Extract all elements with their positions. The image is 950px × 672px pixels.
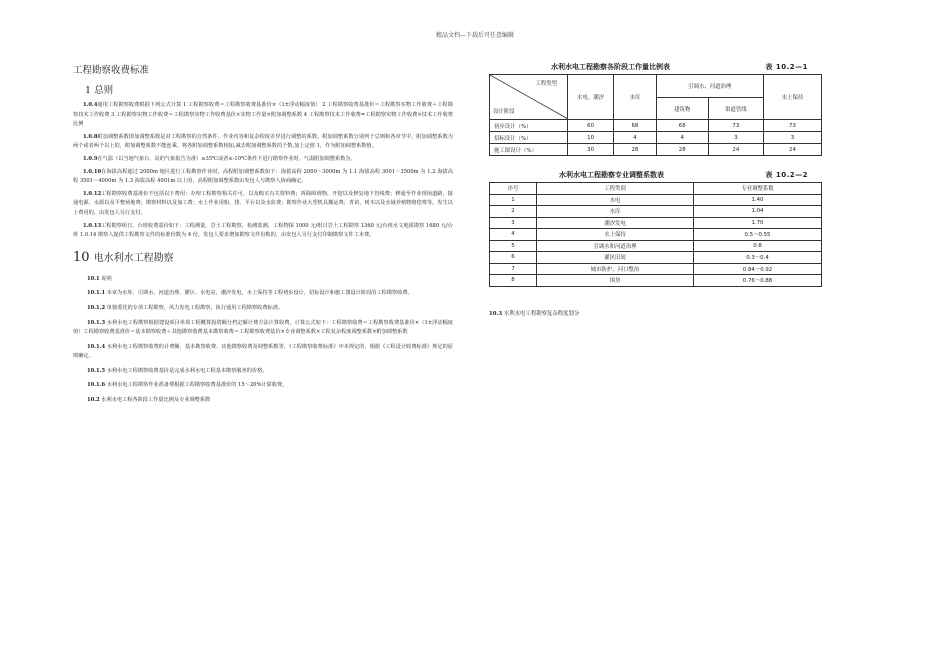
col-soil: 水土保持: [763, 75, 821, 120]
table-cell: 68: [656, 120, 708, 132]
table-cell: 水土保持: [537, 229, 694, 241]
col-hydro: 水电、潮汐: [567, 75, 613, 120]
table-cell: 6: [490, 252, 537, 264]
col-canal: 渠道管线: [708, 98, 763, 120]
header-cell: 工程类别: [537, 183, 694, 195]
list-item: 10.1.5 水利水电工程勘察收费基价是完成水利水电工程基本勘察服务的价格。: [87, 367, 268, 374]
row-label: 招标设计（%）: [490, 132, 568, 144]
table2-caption: [489, 168, 822, 182]
col-reservoir: 水库: [614, 75, 656, 120]
table-cell: 24: [763, 144, 821, 156]
table-row: [490, 194, 822, 206]
paragraph: 1.0.9在气温（以当地气象台、站的气象报告为准）≥35℃或者≤-10℃条件下进行勘察作业时，气温附加调整系数为。: [83, 155, 356, 162]
list-item: 10.2 水利水电工程各阶段工作量比例及专业调整系数: [87, 397, 211, 404]
table-cell: 7: [490, 263, 537, 275]
table-row: [490, 263, 822, 275]
paragraph: 1.0.13工程勘察组日、台班收费基价如下：工程测量，岩土工程勘察，检测监测，工程物探 1000 元/组日岩土工程勘察 1360 元/台班水文地质勘察 1680 元/台班 1.0.14 勘察人提供工程勘察文件的标准份数为 4 份。发包人要求增加勘察文件份数的，由发包人另行支付印制勘察文件工本费。: [73, 222, 453, 239]
diagonal-header-cell: [490, 75, 568, 120]
table-row: [490, 252, 822, 264]
left-column: [73, 62, 453, 411]
table-cell: 30: [567, 144, 613, 156]
col-building: 建筑物: [656, 98, 708, 120]
workload-ratio-table: [489, 74, 822, 156]
table-row: [490, 132, 822, 144]
header-cell: 专业调整系数: [694, 183, 822, 195]
table-cell: 城市防护、河口整治: [537, 263, 694, 275]
table-cell: 水电: [537, 194, 694, 206]
col-diversion: 引调水、河道治理: [656, 75, 763, 98]
table-cell: 2: [490, 206, 537, 218]
header-type: 工程类型: [535, 81, 557, 87]
table-cell: 68: [614, 120, 656, 132]
row-label: 初步设计（%）: [490, 120, 568, 132]
paragraph: 1.0.8附加调整系数即加调整系数是对工程勘察的自然条件、作业内容和复杂程度差异进行调整的系数。附加调整系数分别列于总则和各章节中。附加调整系数为两个或者两个以上的，附加调整系数不能连乘。将各附加调整系数相加,减去附加调整系数的个数,加上定值 1，作为附加调整系数值。: [73, 133, 453, 150]
table-cell: 4: [656, 132, 708, 144]
table-cell: 60: [567, 120, 613, 132]
table-row: [490, 206, 822, 218]
table-cell: 28: [614, 144, 656, 156]
table2-number: 表 10.2—2: [765, 171, 808, 179]
table-cell: 围垦: [537, 275, 694, 287]
chapter-title: 10 电水利水工程勘察: [73, 249, 174, 265]
page-header: 精品文档---下载后可任意编辑: [435, 32, 515, 39]
paragraph: 1.0.12工程勘察收费基准价不包括以下费用：办理工程勘察相关许可，以及购买有关资料费；拆除障碍物，开挖以及修复地下管线费；修通至作业现场道路，接通电源、水源以及平整场地费；勘察材料以及加工费；水上作业用船、排、平台以及水监费；勘察作业大型机具搬运费；青苗、树木以及水域养殖物赔偿费等。发生以上费用的，由发包人另行支付。: [73, 190, 453, 216]
document-title: 工程勘察收费标准: [73, 65, 150, 76]
table-cell: 0.3～0.4: [694, 252, 822, 264]
table-cell: 24: [708, 144, 763, 156]
table-cell: 8: [490, 275, 537, 287]
list-item: 10.1.4 水利水电工程勘察收费的计费额、基本勘察收费、其他勘察收费及调整系数等，《工程勘察收费标准》中未规定的，根据《工程设计收费标准》规定的原则确定。: [73, 343, 453, 360]
table-cell: 0.84～0.92: [694, 263, 822, 275]
table-cell: 73: [708, 120, 763, 132]
table-cell: 1: [490, 194, 537, 206]
table-cell: 3: [490, 217, 537, 229]
table-cell: 水库: [537, 206, 694, 218]
table-cell: 3: [708, 132, 763, 144]
table-row: [490, 275, 822, 287]
list-item: 10.1.6 水利水电工程勘察作业准备费根据工程勘察收费基准价的 15～20%计算收费。: [87, 382, 288, 389]
table-cell: 3: [763, 132, 821, 144]
list-item: 10.1 说明: [87, 275, 112, 282]
table-cell: 1.70: [694, 217, 822, 229]
table-cell: 0.8: [694, 240, 822, 252]
header-cell: 序号: [490, 183, 537, 195]
table-cell: 灌区田间: [537, 252, 694, 264]
paragraph: 1.0.4通用工程勘察收费根据下列公式计算 1 工程勘察收费＝工程勘察收费基准价×（1±浮动幅度值） 2 工程勘察收费基准价＝工程勘察实物工作收费＋工程勘察技术工作收费 3 工程勘察实物工作收费＝工程勘察实物工作收费基价×实物工作量×附加调整系数 4 工程勘察技术工作收费=工程勘察实物工作收费×技术工作收费比例: [73, 102, 453, 128]
table-cell: 1.04: [694, 206, 822, 218]
table1-number: 表 10.2—1: [765, 63, 808, 71]
section-note: 10.3 水利水电工程勘察复杂程度划分: [489, 310, 580, 317]
right-column: [489, 60, 822, 317]
paragraph: 1.0.10在海拔高程超过 2000m 地区进行工程勘察作业时，高程附加调整系数如下：海拔高程 2000～3000m 为 1.1 海拔高程 3001～3500m 为 1.2 海拔高程 3501～4000m 为 1.3 海拔高程 4001m 以上的，高程附加调整系数由发包人与勘察人协商确定。: [73, 168, 453, 185]
table-cell: 0.5～0.55: [694, 229, 822, 241]
table-cell: 4: [614, 132, 656, 144]
table-row: [490, 229, 822, 241]
header-stage: 设计阶段: [493, 109, 515, 115]
table-cell: 1.40: [694, 194, 822, 206]
table-cell: 4: [490, 229, 537, 241]
table-cell: 10: [567, 132, 613, 144]
table-cell: 0.76～0.88: [694, 275, 822, 287]
table-header-row: [490, 183, 822, 195]
table-cell: 73: [763, 120, 821, 132]
list-item: 10.1.3 水利水电工程勘察根据建设项目单项工程概算投资额分档定额计费方法计算收费，计算公式如下：工程勘察收费＝工程勘察收费基准价×（1±浮动幅度值）工程勘察收费基准价＝基本勘察收费＋其他勘察收费基本勘察收费＝工程勘察收费基价×专业调整系数×工程复杂程度调整系数×附加调整系数: [73, 319, 453, 336]
table-cell: 潮汐发电: [537, 217, 694, 229]
list-item: 10.1.2 单独委托的专项工程勘察，风力发电工程勘察，执行通用工程勘察收费标准。: [87, 304, 284, 311]
table-row: [490, 240, 822, 252]
table-cell: 28: [656, 144, 708, 156]
table-row: [490, 217, 822, 229]
row-label: 施工图设计（%）: [490, 144, 568, 156]
table2-title: 水利水电工程勘察专业调整系数表: [559, 171, 664, 179]
table1-title: 水利水电工程勘察各阶段工作量比例表: [551, 63, 670, 71]
adjustment-coefficient-table: [489, 182, 822, 287]
table-row: [490, 120, 822, 132]
table-row: [490, 144, 822, 156]
table-cell: 引调水和河道治理: [537, 240, 694, 252]
section-title: 1 总则: [85, 85, 114, 96]
list-item: 10.1.1 本章为水库、引调水、河道治理、灌区、水电站，潮汐发电、水土保持等工程初步设计，招标设计和施工图设计阶段的工程勘察收费。: [87, 290, 413, 297]
table-cell: 5: [490, 240, 537, 252]
table1-caption: [489, 60, 822, 74]
